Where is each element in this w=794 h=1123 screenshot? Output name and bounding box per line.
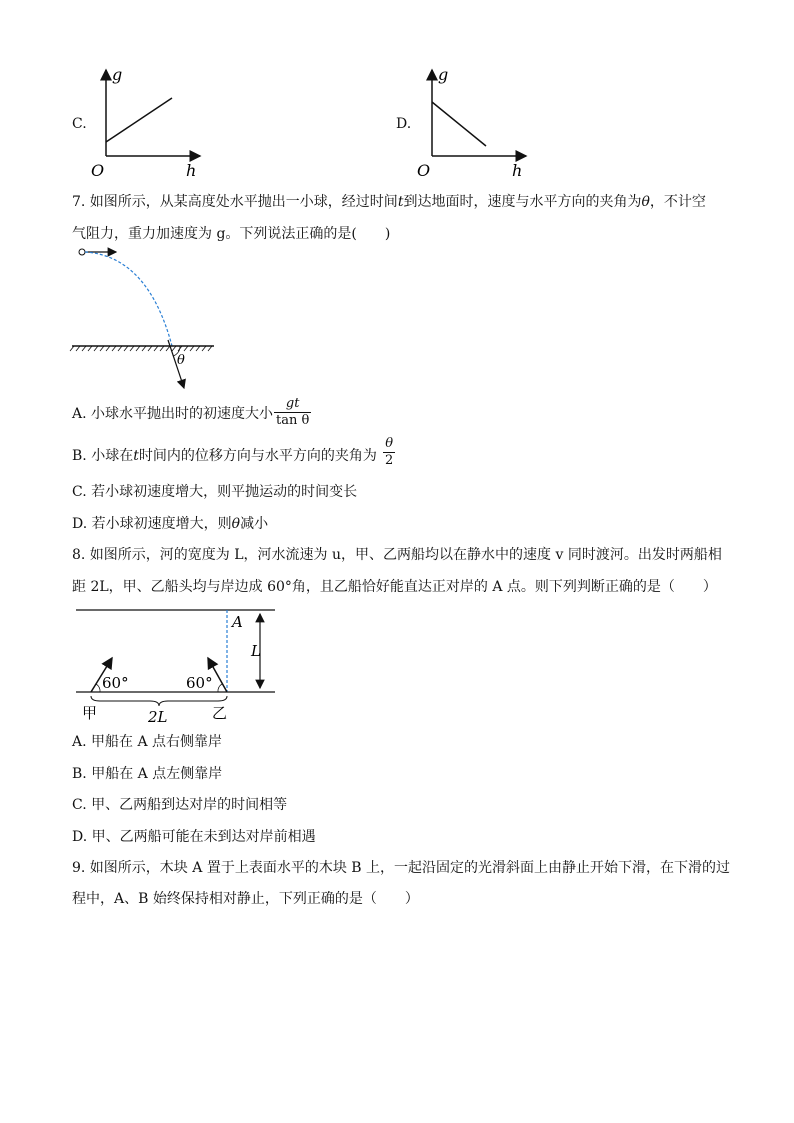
q8-stem-line1: 8. 如图所示，河的宽度为 L，河水流速为 u，甲、乙两船均以在静水中的速度 v 同时渡河。出发时两船相 bbox=[72, 547, 722, 563]
q8-option-d: D. 甲、乙两船可能在未到达对岸前相遇 bbox=[72, 829, 316, 845]
jia-label: 甲 bbox=[82, 704, 98, 722]
option-d-label: D. bbox=[396, 116, 412, 132]
distance-label: 2L bbox=[148, 708, 168, 726]
q7-figure bbox=[68, 244, 228, 392]
yi-label: 乙 bbox=[212, 704, 228, 722]
q7-option-c: C. 若小球初速度增大，则平抛运动的时间变长 bbox=[72, 484, 358, 500]
q8-option-c: C. 甲、乙两船到达对岸的时间相等 bbox=[72, 797, 288, 813]
q9-stem-line1: 9. 如图所示，木块 A 置于上表面水平的木块 B 上，一起沿固定的光滑斜面上由静止开始下滑，在下滑的过 bbox=[72, 860, 731, 876]
option-c-label: C. bbox=[72, 116, 87, 132]
q7-option-d: D. 若小球初速度增大，则θ减小 bbox=[72, 516, 269, 532]
ball bbox=[79, 249, 85, 255]
axis-x-label: h bbox=[186, 161, 197, 180]
origin-label: O bbox=[91, 161, 105, 180]
graph-d-line bbox=[432, 102, 486, 146]
axis-y-label: g bbox=[112, 65, 123, 84]
q7-option-b: B. 小球在t时间内的位移方向与水平方向的夹角为 bbox=[72, 448, 377, 464]
jia-angle-label: 60° bbox=[102, 674, 129, 692]
q7-option-b-fraction: $\frac{\theta}{2}$ bbox=[385, 436, 394, 468]
graph-c bbox=[88, 62, 208, 182]
q8-stem-line2: 距 2L，甲、乙船头均与岸边成 60°角，且乙船恰好能直达正对岸的 A 点。则下列判断正确的是（ ） bbox=[72, 579, 717, 595]
trajectory bbox=[85, 252, 172, 346]
point-a-label: A bbox=[232, 613, 243, 631]
distance-brace bbox=[91, 696, 227, 706]
q7-option-a-fraction: $\frac{gt}{\text{tan θ}}$ bbox=[276, 396, 310, 428]
q7-stem-line1: 7. 如图所示，从某高度处水平抛出一小球，经过时间t到达地面时，速度与水平方向的夹角为θ，不计空 bbox=[72, 194, 706, 210]
q8-option-b: B. 甲船在 A 点左侧靠岸 bbox=[72, 766, 223, 782]
q7-option-a: A. 小球水平抛出时的初速度大小 bbox=[72, 406, 274, 422]
width-label: L bbox=[251, 642, 261, 660]
q8-figure bbox=[70, 600, 290, 728]
theta-label: θ bbox=[177, 353, 185, 368]
q7-stem-line2: 气阻力，重力加速度为 g。下列说法正确的是( ) bbox=[72, 226, 391, 242]
axis-x-label: h bbox=[512, 161, 523, 180]
origin-label: O bbox=[417, 161, 431, 180]
yi-angle-arc bbox=[218, 684, 222, 692]
graph-d bbox=[414, 62, 534, 182]
yi-angle-label: 60° bbox=[186, 674, 213, 692]
graph-c-line bbox=[106, 98, 172, 142]
q9-stem-line2: 程中，A、B 始终保持相对静止，下列正确的是（ ） bbox=[72, 891, 419, 907]
q8-option-a: A. 甲船在 A 点右侧靠岸 bbox=[72, 734, 223, 750]
jia-angle-arc bbox=[96, 684, 100, 692]
axis-y-label: g bbox=[438, 65, 449, 84]
